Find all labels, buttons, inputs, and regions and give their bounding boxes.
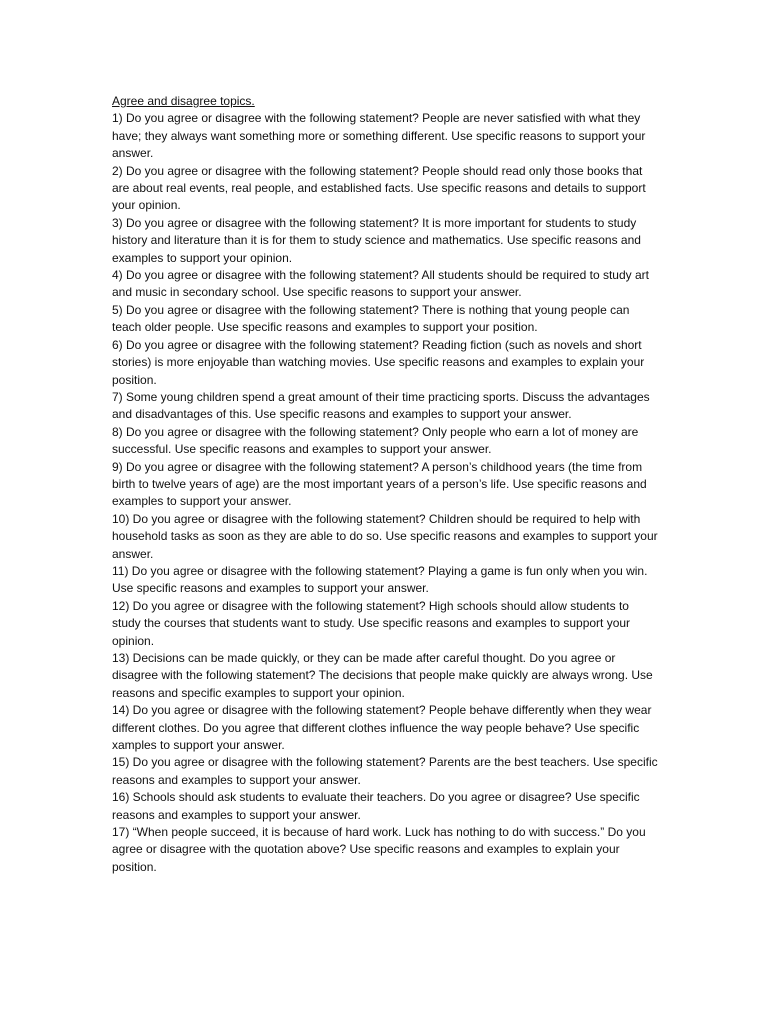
topic-item-5: 5) Do you agree or disagree with the following statement? There is nothing that young people can teach older people. Use specific reasons and examples to support your position. <box>112 302 630 335</box>
topic-item-11: 11) Do you agree or disagree with the following statement? Playing a game is fun only when you win. Use specific reasons and examples to support your answer. <box>112 563 648 596</box>
topic-item-10: 10) Do you agree or disagree with the following statement? Children should be required to help with household tasks as soon as they are able to do so. Use specific reasons and examples to support your answer. <box>112 511 658 561</box>
topic-item-17: 17) “When people succeed, it is because of hard work. Luck has nothing to do with success.” Do you agree or disagree with the quotation above? Use specific reasons and examples to explain your position. <box>112 825 646 874</box>
topic-item-7: 7) Some young children spend a great amount of their time practicing sports. Discuss the advantages and disadvantages of this. Use specific reasons and examples to support your answer. <box>112 389 650 422</box>
topic-item-6: 6) Do you agree or disagree with the following statement? Reading fiction (such as novels and short stories) is more enjoyable than watching movies. Use specific reasons and examples to explain your position. <box>112 337 645 387</box>
topic-item-2: 2) Do you agree or disagree with the following statement? People should read only those books that are about real events, real people, and established facts. Use specific reasons and details to support your opinion. <box>112 163 646 213</box>
topic-item-12: 12) Do you agree or disagree with the following statement? High schools should allow students to study the courses that students want to study. Use specific reasons and examples to support your opinion. <box>112 598 631 648</box>
topic-item-9: 9) Do you agree or disagree with the following statement? A person’s childhood years (the time from birth to twelve years of age) are the most important years of a person’s life. Use specific reasons and examples to support your answer. <box>112 459 647 509</box>
document-title: Agree and disagree topics. <box>112 94 255 108</box>
topic-item-13: 13) Decisions can be made quickly, or they can be made after careful thought. Do you agree or disagree with the following statement? The decisions that people make quickly are always wrong. Use reasons and specific examples to support your opinion. <box>112 651 653 700</box>
topic-item-3: 3) Do you agree or disagree with the following statement? It is more important for students to study history and literature than it is for them to study science and mathematics. Use specific reasons and examples to support your opinion. <box>112 215 641 265</box>
topic-list <box>112 110 658 876</box>
topic-item-15: 15) Do you agree or disagree with the following statement? Parents are the best teachers. Use specific reasons and examples to support your answer. <box>112 755 658 787</box>
document-page <box>112 93 658 876</box>
topic-item-1: 1) Do you agree or disagree with the following statement? People are never satisfied with what they have; they always want something more or something different. Use specific reasons to support your answer. <box>112 111 646 161</box>
topic-item-14: 14) Do you agree or disagree with the following statement? People behave differently when they wear different clothes. Do you agree that different clothes influence the way people behave? Use specific xamples to support your answer. <box>112 703 652 753</box>
topic-item-4: 4) Do you agree or disagree with the following statement? All students should be required to study art and music in secondary school. Use specific reasons to support your answer. <box>112 268 649 300</box>
topic-item-8: 8) Do you agree or disagree with the following statement? Only people who earn a lot of money are successful. Use specific reasons and examples to support your answer. <box>112 424 639 457</box>
topic-item-16: 16) Schools should ask students to evaluate their teachers. Do you agree or disagree? Use specific reasons and examples to support your answer. <box>112 790 640 822</box>
